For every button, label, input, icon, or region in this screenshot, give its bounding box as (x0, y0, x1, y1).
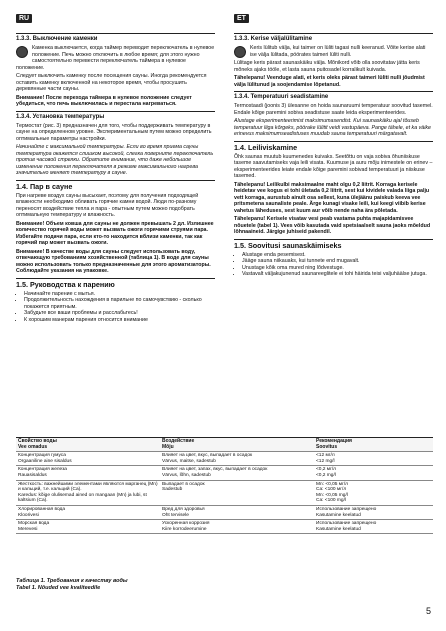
table-cell: Влияет на цвет, запах, вкус, выпадает в осадок Värvus, lõhn, sadestub (160, 466, 314, 480)
section-title: 1.3.3. Kerise väljalülitamine (234, 36, 313, 42)
divider (234, 141, 433, 142)
list-item: • К хорошим манерам парения относится внимание (24, 317, 215, 324)
table-cell: Концентрация гумуса Orgaaniline aine sisaldus (16, 452, 160, 466)
list-item: • Unustage kõik oma mured ning lõdvestuge. (242, 265, 433, 272)
divider (16, 278, 215, 279)
table-row (16, 480, 433, 505)
paragraph: Lülitage keris pärast saunaskäiku välja. Mõnikord võib olla soovitatav jätta keris mõneks ajaks tööle, et lasta sauna puitosadel korralikult kuivada. (234, 60, 420, 73)
warning-paragraph: Внимание! После перехода таймера в нулевое положение следует убедиться, что печь выключилась и перестала нагреваться. (16, 94, 192, 107)
section-title: 1.3.3. Выключение каменки (16, 36, 98, 42)
paragraph: Каменка выключается, когда таймер переводит переключатель в нулевое положение. Печь можно отключить в любое время; для этого нужно самостоятельно перевести переключатель таймера в нулевое положение. (16, 45, 215, 71)
section-title: 1.5. Руководства к парению (16, 279, 115, 289)
warning-paragraph: Внимание! В качестве воды для сауны следует использовать воду, отвечающую требованиям хозяйственной (таблица 1). В воде для сауны можно использовать только предназначенные для этого ароматизаторы. Соблюдайте указания на упаковке. (16, 248, 211, 274)
language-tag-ru: RU (16, 14, 32, 23)
list-item: • Начинайте парение с мытья. (24, 291, 215, 298)
table-caption: Таблица 1. Требования к качеству воды Tabel 1. Nõuded vee kvaliteedile (16, 578, 128, 591)
divider (234, 91, 433, 92)
table-row (16, 466, 433, 480)
table-cell: Выпадает в осадок Sadestub (160, 480, 314, 505)
section-title: 1.5. Soovitusi saunaskäimiseks (234, 240, 342, 250)
table-header-row (16, 438, 433, 452)
table-header-cell: Свойство воды Vee omadus (16, 438, 160, 452)
paragraph: Термостат (рис. 3) предназначен для того, чтобы поддерживать температуру в сауне на определенном уровне. Экспериментальным путем можно определить оптимальные параметры настройки. (16, 122, 212, 142)
paragraph: Õhk saunas muutub kuumenedes kuivaks. Seetõttu on vaja sobiva õhuniiskuse taseme saavutamiseks vaja leili visata. Kuumuse ja auru mõju inimestele on erinev – eksperimenteerides leiate endale kõige paremini sobivad temperatuuri ja niiskuse tasemed. (234, 153, 433, 179)
timer-knob-icon (16, 46, 28, 58)
table-cell: Использование запрещено Kasutamine keelatud (314, 520, 433, 534)
table-cell: Использование запрещено Kasutamine keelatud (314, 505, 433, 519)
table-cell: Влияет на цвет, вкус, выпадает в осадок Värvus, maitse, sadestub (160, 452, 314, 466)
divider (16, 111, 215, 112)
section-title: 1.3.4. Temperatuuri seadistamine (234, 94, 329, 100)
paragraph: При нагреве воздух сауны высыхает, поэтому для получения подходящей влажности необходимо обливать горячие камни водой. Люди по-разному переносят воздействие тепла и пара - опытным путем можно подобрать оптимальную температуру и влажность. (16, 192, 199, 218)
paragraph: Termostaadi (joonis 3) ülesanne on hoida saunaruumi temperatuur soovitud tasemel. Endale kõige paremini sobiva seadistuse saate leida eksperimenteerides. (234, 103, 433, 116)
estonian-column (234, 30, 433, 280)
divider (234, 239, 433, 240)
table-cell: Хлорированная вода Kloorivesi (16, 505, 160, 519)
table-header-cell: Воздействие Mõju (160, 438, 314, 452)
paragraph: Следует выключить каменку после посещения сауны. Иногда рекомендуется оставить каменку включенной на некоторое время, чтобы просушить деревянные части сауны. (16, 73, 207, 92)
table-row (16, 452, 433, 466)
list-item: • Alustage enda pesemisest. (242, 252, 433, 259)
water-quality-table (16, 437, 433, 534)
table-row (16, 505, 433, 519)
table-cell: Жесткость: важнейшими элементами являются марганец (Mn) и кальций, т.е. кальций (Ca). Karedus: kõige olulisemad ained on mangaan (Mn) ja lubi, st kaltsium (Ca). (16, 480, 160, 505)
tips-list (16, 291, 215, 324)
language-tag-et: ET (234, 14, 249, 23)
table-cell: Морская вода Merevesi (16, 520, 160, 534)
table-header-cell: Рекомендация Soovitus (314, 438, 433, 452)
table-cell: Ускоренная коррозия Kiire korrodeerumine (160, 520, 314, 534)
warning-paragraph: Tähelepanu! Leilikulbi maksimaalne maht olgu 0,2 liitrit. Korraga kerisele heidetav vee kogus ei tohi ületada 0,2 liitrit, sest kui kividele valada liiga palju vett korraga, aurustub ainult osa sellest, kuna ülejäänu paiskub keeva vee pritsmetena saunaliste peale. Ärge kunagi visake leili, kui keegi viibib kerise vahetus läheduses, sest kuum aur võib nende naha ära põletada. (234, 181, 430, 214)
warning-paragraph: Tähelepanu! Kerisele visatav vesi peab vastama puhta majapidamisvee nõuetele (tabel 1). Vees võib kasutada vaid spetsiaalselt sauna jaoks mõeldud lõhnaaineid. Järgige juhiseid pakendil. (234, 216, 431, 235)
tips-list (234, 252, 433, 278)
warning-paragraph: Внимание! Объем ковша для сауны не должен превышать 2 дл. Излишнее количество горячей воды может вызвать ожоги горячими струями пара. Избегайте подачи пара, если кто-то находится вблизи каменки, так как горячий пар может вызвать ожоги. (16, 220, 214, 246)
list-item: • Vastavalt väljakujunenud saunareeglitele ei tohi häirida teisi valjuhäälse jutuga. (242, 271, 433, 278)
list-item: • Jääge sauna niikauaks, kui tunnete end mugavalt. (242, 258, 433, 265)
paragraph: Keris lülitub välja, kui taimer on lüliti tagasi nulli keeranud. Võite kerise alati ise välja lülitada, pöörates taimeri lüliti nulli. (234, 45, 433, 58)
table-cell: Mn: <0,05 мг/л Ca: <100 мг/л Mn: <0,05 mg/l Ca: <100 mg/l (314, 480, 433, 505)
table-cell: Концентрация железа Rauasisaldus (16, 466, 160, 480)
section-title: 1.4. Пар в сауне (16, 181, 73, 191)
page-number: 5 (425, 606, 431, 616)
paragraph: Начинайте с максимальной температуры. Если во время приема сауны температура окажется слишком высокой, слегка поверните переключатель против часовой стрелки. Обратите внимание, что даже небольшое изменение положения переключателя в режиме максимального нагрева значительно меняет температуру в сауне. (16, 144, 214, 176)
warning-paragraph: Tähelepanu! Veenduge alati, et keris oleks pärast taimeri lüliti nulli jõudmist välja lülitunud ja soojendamise lõpetanud. (234, 75, 425, 88)
section-title: 1.3.4. Установка температуры (16, 113, 105, 120)
timer-knob-icon (234, 46, 246, 58)
divider (16, 33, 215, 34)
table-row (16, 520, 433, 534)
divider (234, 33, 433, 34)
section-title: 1.4. Leiliviskamine (234, 142, 298, 152)
russian-column (16, 30, 215, 325)
table-cell: <0,2 мг/л <0,2 mg/l (314, 466, 433, 480)
water-quality-table-wrap (16, 437, 433, 534)
table-cell: Вред для здоровья Oht tervisele (160, 505, 314, 519)
list-item: • Продолжительность нахождения в парильне по самочувствию - сколько покажется приятным. (24, 297, 215, 310)
paragraph: Alustage eksperimenteerimist maksimumasendist. Kui saunaskäiku ajal tõuseb temperatuur liiga kõrgeks, pöörake lülitit veidi vastupäeva. Pange tähele, et ka väike erinevus maksimumseadistuses muudab sauna temperatuuri märgatavalt. (234, 118, 431, 137)
list-item: • Забудьте все ваши проблемы и расслабьтесь! (24, 310, 215, 317)
divider (16, 180, 215, 181)
table-cell: <12 мг/л <12 mg/l (314, 452, 433, 466)
